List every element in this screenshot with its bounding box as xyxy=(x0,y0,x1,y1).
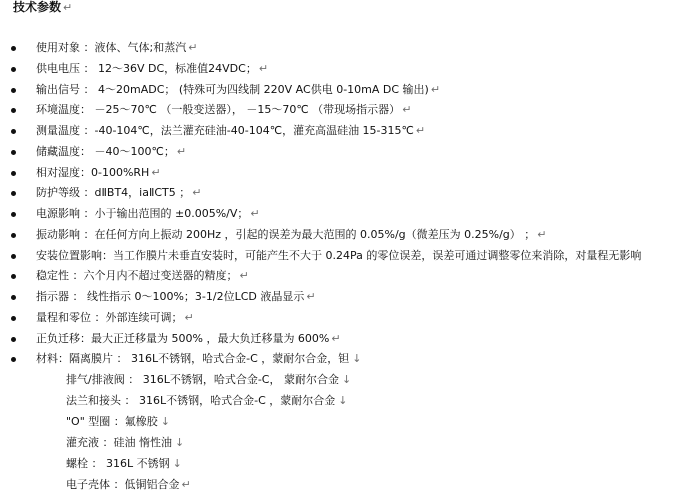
paragraph-mark-icon: ↵ xyxy=(181,478,191,491)
paragraph-mark-icon: ↵ xyxy=(250,207,260,220)
list-item xyxy=(0,225,699,246)
spec-item-text: 安装位置影响：当工作膜片未垂直安装时，可能产生不大于 0.24Pa 的零位误差，误差可通过调整零位来消除，对量程无影响 xyxy=(36,248,642,262)
bullet-icon xyxy=(11,46,16,51)
list-item xyxy=(0,183,699,204)
list-item xyxy=(0,308,699,329)
list-item xyxy=(0,80,699,101)
list-item xyxy=(0,329,699,350)
spec-item-text: 相对湿度：0-100%RH ↵ xyxy=(36,165,161,179)
paragraph-mark-icon: ↵ xyxy=(430,82,441,96)
paragraph-mark-icon: ↵ xyxy=(184,310,194,324)
list-item xyxy=(0,432,699,453)
list-item xyxy=(0,246,699,267)
paragraph-mark-icon: ↵ xyxy=(415,124,426,137)
bullet-icon xyxy=(11,150,16,155)
line-break-mark-icon: ↓ xyxy=(172,457,182,470)
paragraph-mark-icon: ↵ xyxy=(258,61,269,75)
list-item xyxy=(0,474,699,495)
material-item-text: 灌充液 ：硅油 惰性油 ↓ xyxy=(66,436,185,449)
paragraph-mark-icon: ↵ xyxy=(402,103,412,117)
material-item-text: "O" 型圈 ：氟橡胶 ↓ xyxy=(66,415,170,428)
material-item-text: 螺栓 ： 316L 不锈钢 ↓ xyxy=(66,457,182,470)
spec-item-text: 指示器 ： 线性指示 0～100%；3-1/2位LCD 液晶显示 ↵ xyxy=(36,290,316,303)
line-break-mark-icon: ↓ xyxy=(341,373,352,386)
bullet-icon xyxy=(11,233,16,238)
bullet-icon xyxy=(11,67,16,72)
spec-item-text: 使用对象 ：液体、气体;和蒸汽 ↵ xyxy=(36,41,198,54)
line-break-mark-icon: ↓ xyxy=(338,394,348,407)
spec-item-text: 稳定性 ：六个月内不超过变送器的精度； ↵ xyxy=(36,269,249,283)
list-item xyxy=(0,411,699,432)
paragraph-mark-icon: ↵ xyxy=(537,227,547,241)
list-item xyxy=(0,453,699,474)
material-item-text: 排气/排液阀 ： 316L不锈钢，哈式合金-C， 蒙耐尔合金 ↓ xyxy=(66,373,352,386)
spec-item-text: 测量温度 ：-40-104℃，法兰灌充硅油-40-104℃，灌充高温硅油 15-315℃ ↵ xyxy=(36,124,426,137)
list-item xyxy=(0,163,699,184)
bullet-icon xyxy=(11,357,16,362)
material-item-text: 法兰和接头 ： 316L不锈钢，哈式合金-C ，蒙耐尔合金 ↓ xyxy=(66,394,348,407)
line-break-mark-icon: ↓ xyxy=(175,436,185,449)
spec-item-text: 材料：隔离膜片 ： 316L不锈钢，哈式合金-C ，蒙耐尔合金，钽 ↓ xyxy=(36,352,362,366)
bullet-icon xyxy=(11,129,16,134)
bullet-icon xyxy=(11,191,16,196)
paragraph-mark-icon: ↵ xyxy=(151,165,161,179)
list-item xyxy=(0,121,699,142)
paragraph-mark-icon: ↵ xyxy=(192,186,202,200)
list-item xyxy=(0,204,699,225)
paragraph-mark-icon: ↵ xyxy=(188,41,198,54)
paragraph-mark-icon: ↵ xyxy=(239,269,249,283)
section-title-text: 技术参数 xyxy=(13,0,62,14)
paragraph-mark-icon: ↵ xyxy=(176,144,187,158)
bullet-icon xyxy=(11,337,16,342)
spec-item-text: 供电电压 ： 12～36V DC，标准值24VDC； ↵ xyxy=(36,61,269,75)
list-item xyxy=(0,59,699,80)
spec-item-text: 振动影响 ：在任何方向上振动 200Hz ，引起的误差为最大范围的 0.05%/g（微差压为 0.25%/g） ； ↵ xyxy=(36,227,547,241)
paragraph-mark-icon: ↵ xyxy=(63,1,73,14)
line-break-mark-icon: ↓ xyxy=(352,352,362,366)
spec-item-text: 输出信号 ： 4～20mADC； (特殊可为四线制 220V AC供电 0-10mA DC 输出) ↵ xyxy=(36,82,441,96)
paragraph-mark-icon: ↵ xyxy=(306,290,316,303)
list-item xyxy=(0,38,699,59)
list-item xyxy=(0,287,699,308)
materials-list xyxy=(0,369,699,495)
list-item xyxy=(0,390,699,411)
spec-item-text: 防护等级 ：dⅡBT4，iaⅡCT5 ； ↵ xyxy=(36,186,202,200)
spec-item-text: 环境温度： －25～70℃ （一般变送器）， －15～70℃ （带现场指示器） ↵ xyxy=(36,103,412,117)
list-item xyxy=(0,349,699,370)
spec-item-text: 量程和零位 ：外部连续可调； ↵ xyxy=(36,310,194,324)
bullet-icon xyxy=(11,316,16,321)
spec-item-text: 正负迁移：最大正迁移量为 500% ，最大负迁移量为 600% ↵ xyxy=(36,331,341,345)
bullet-icon xyxy=(11,108,16,113)
line-break-mark-icon: ↓ xyxy=(160,415,170,428)
list-item xyxy=(0,100,699,121)
bullet-icon xyxy=(11,212,16,217)
bullet-icon xyxy=(11,254,16,259)
paragraph-mark-icon: ↵ xyxy=(331,331,341,345)
list-item xyxy=(0,369,699,390)
list-item xyxy=(0,266,699,287)
bullet-icon xyxy=(11,274,16,279)
bullet-icon xyxy=(11,88,16,93)
material-item-text: 电子壳体 ：低铜铝合金 ↵ xyxy=(66,478,191,491)
spec-item-text: 储藏温度： －40～100℃； ↵ xyxy=(36,144,187,158)
section-title xyxy=(13,0,72,15)
spec-list xyxy=(0,38,699,370)
list-item xyxy=(0,142,699,163)
spec-item-text: 电源影响 ：小于输出范围的 ±0.005%/V； ↵ xyxy=(36,207,260,220)
bullet-icon xyxy=(11,295,16,300)
bullet-icon xyxy=(11,171,16,176)
